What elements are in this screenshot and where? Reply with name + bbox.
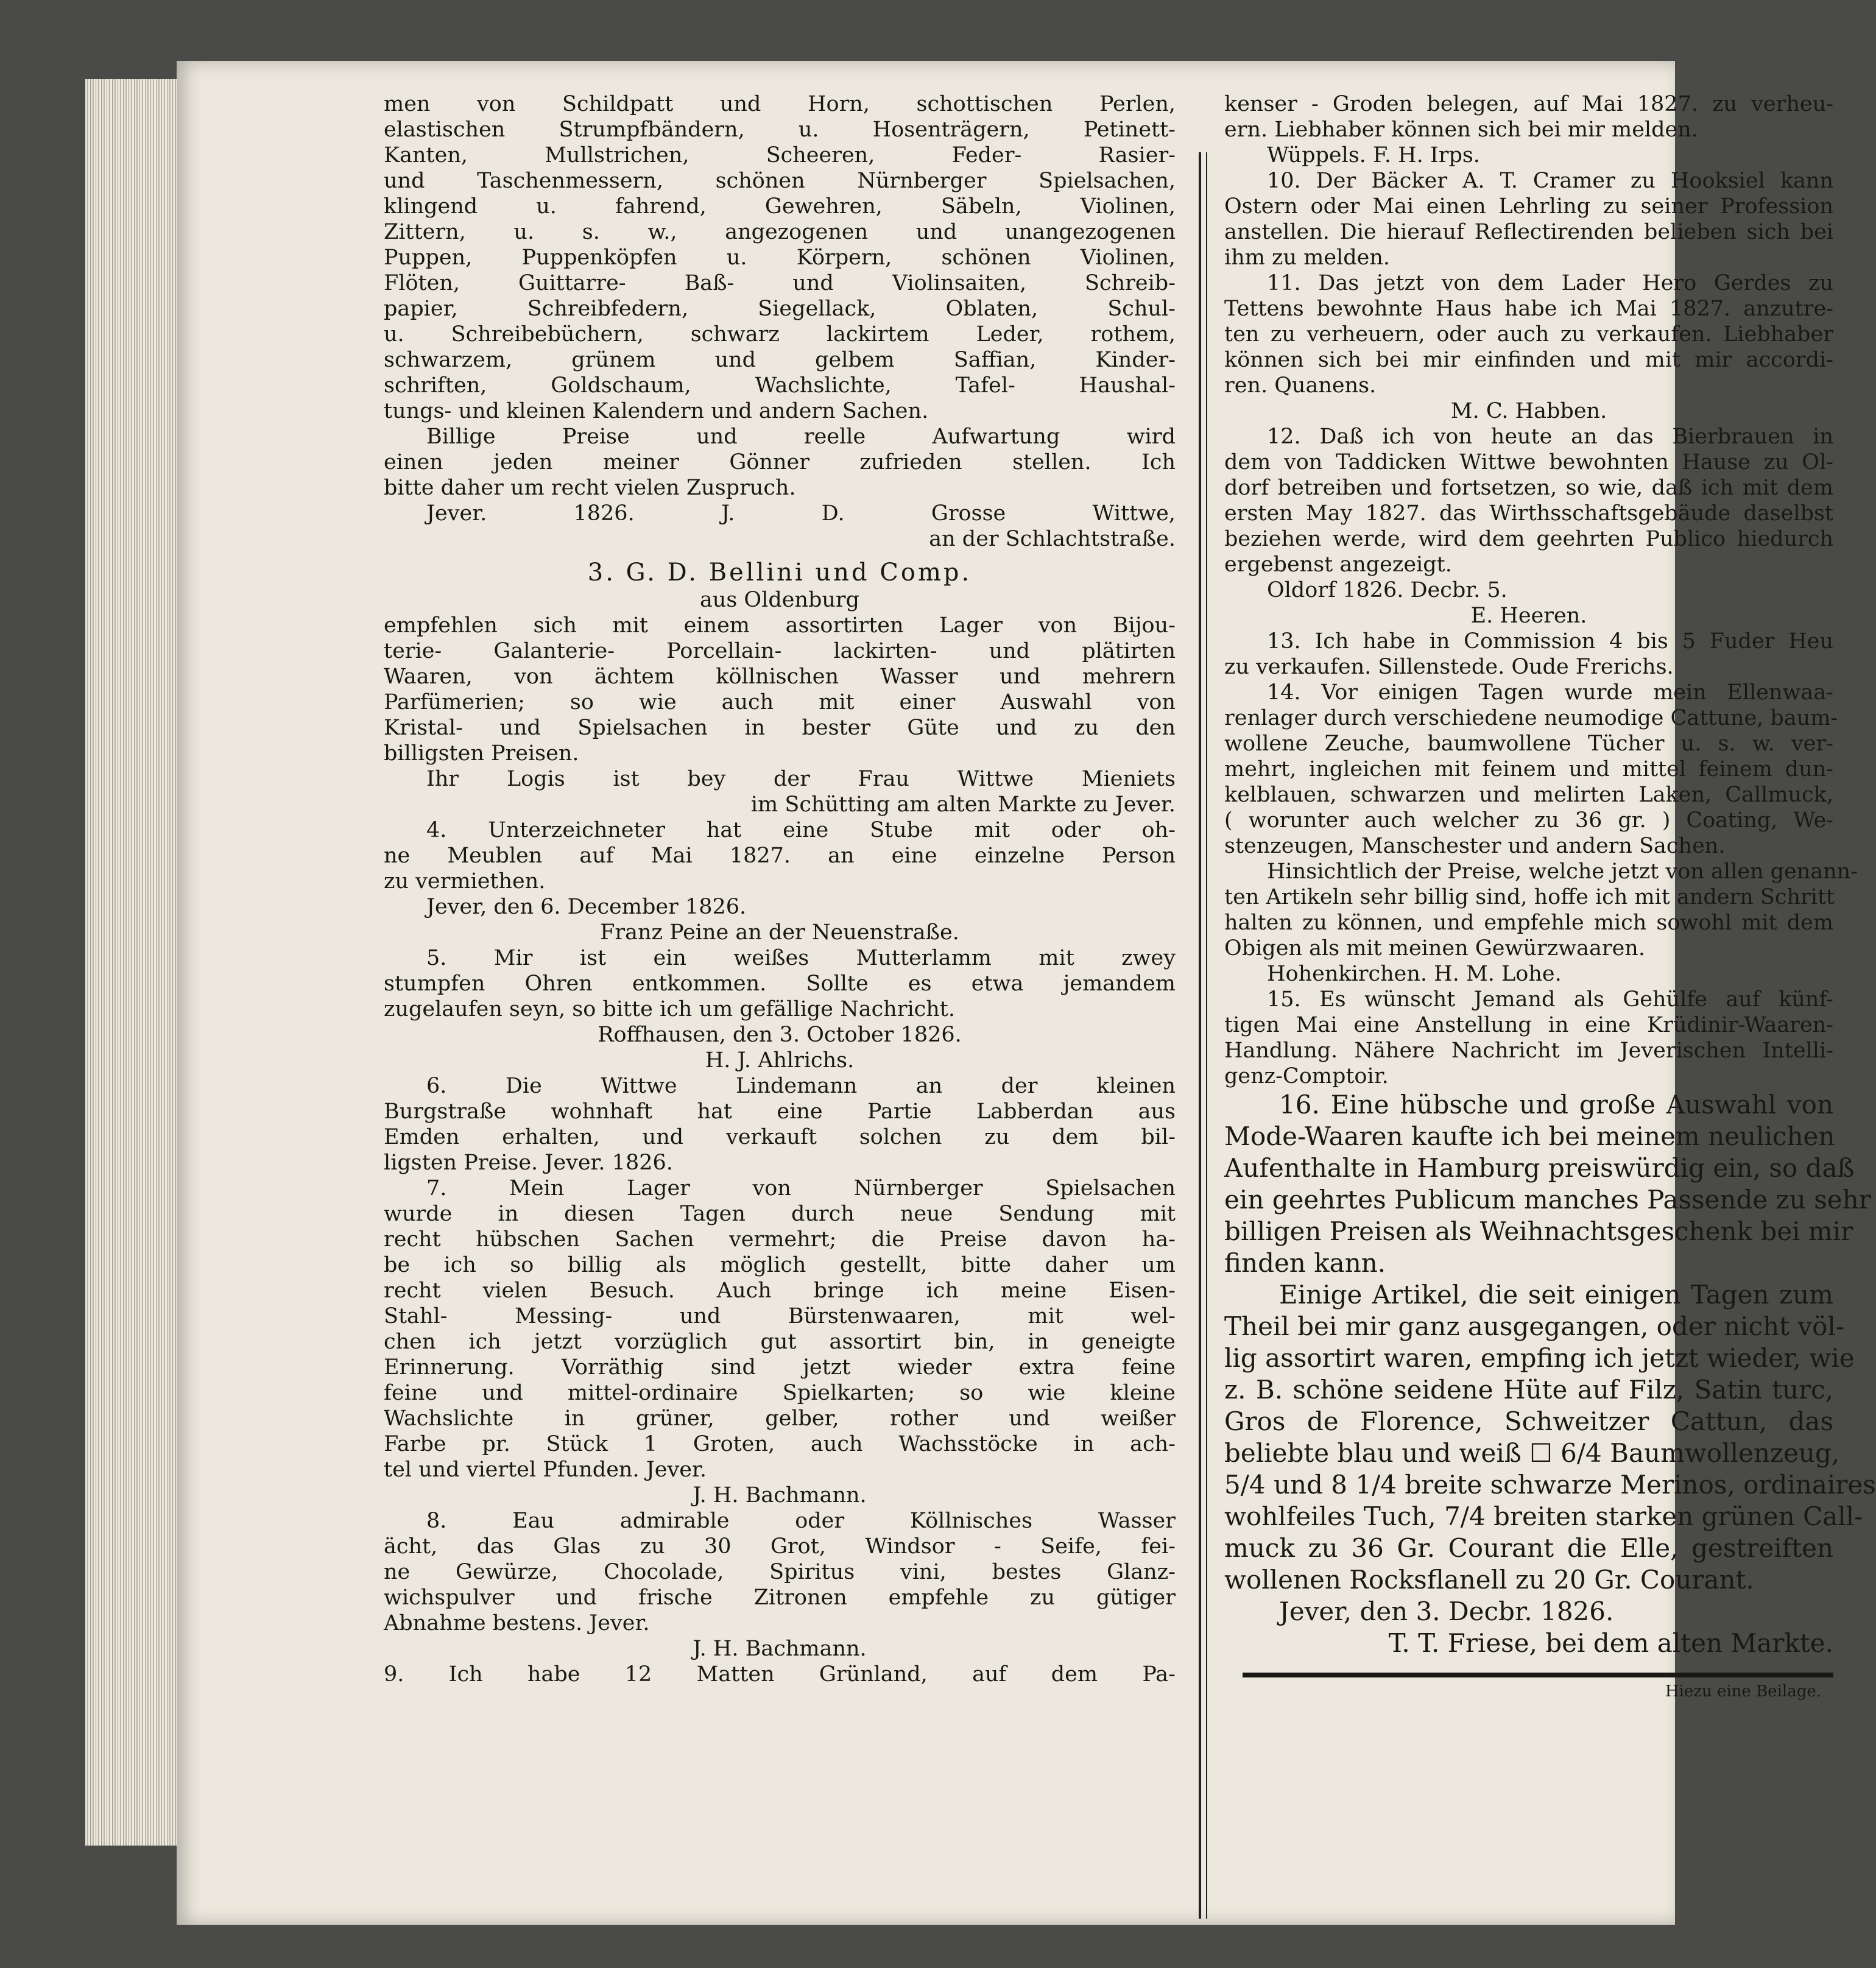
right-text-line: kelblauen, schwarzen und melirten Laken, Callmuck, [1224, 783, 1833, 807]
left-text-line: einen jeden meiner Gönner zufrieden stellen. Ich [384, 450, 1176, 474]
right-text-line: renlager durch verschiedene neumodige Cattune, baum- [1224, 706, 1838, 730]
right_big-text-line: beliebte blau und weiß ☐ 6/4 Baumwollenzeug, [1224, 1438, 1840, 1468]
right_big-text-line: ein geehrtes Publicum manches Passende zu sehr [1224, 1185, 1871, 1215]
left-text-line: 9. Ich habe 12 Matten Grünland, auf dem Pa- [384, 1662, 1176, 1687]
right_big-text-line: z. B. schöne seidene Hüte auf Filz, Satin turc, [1224, 1375, 1833, 1405]
left-text-line: Ihr Logis ist bey der Frau Wittwe Mieniets [426, 767, 1176, 791]
left-text-line: Waaren, von ächtem köllnischen Wasser und mehrern [384, 665, 1176, 689]
left-text-line: klingend u. fahrend, Gewehren, Säbeln, Violinen, [384, 194, 1176, 219]
right-text-line: ihm zu melden. [1224, 245, 1391, 270]
left-text-line: zugelaufen seyn, so bitte ich um gefällige Nachricht. [384, 997, 955, 1021]
right-text-line: ten zu verheuern, oder auch zu verkaufen. Liebhaber [1224, 322, 1833, 347]
right-text-line: 14. Vor einigen Tagen wurde mein Ellenwaa- [1267, 680, 1833, 705]
left-text-line: tel und viertel Pfunden. Jever. [384, 1458, 707, 1482]
right-text-line: dem von Taddicken Wittwe bewohnten Hause zu Ol- [1224, 450, 1833, 474]
book-spine-page-edges [85, 79, 177, 1846]
right-text-line: Wüppels. F. H. Irps. [1267, 143, 1480, 168]
left-text-line: men von Schildpatt und Horn, schottischen Perlen, [384, 92, 1176, 116]
left-text-line: an der Schlachtstraße. [929, 527, 1176, 551]
left-text-line: tungs- und kleinen Kalendern und andern Sachen. [384, 399, 929, 423]
column-divider-thin [1206, 152, 1207, 1919]
right-text-line: 13. Ich habe in Commission 4 bis 5 Fuder Heu [1267, 629, 1833, 654]
right_big-text-line: finden kann. [1224, 1248, 1386, 1278]
right-text-line: Obigen als mit meinen Gewürzwaaren. [1224, 936, 1645, 961]
left-text-line: papier, Schreibfedern, Siegellack, Oblaten, Schul- [384, 297, 1176, 321]
left-text-line: aus Oldenburg [699, 588, 860, 612]
left-text-line: und Taschenmessern, schönen Nürnberger Spielsachen, [384, 169, 1176, 193]
right-text-line: Hohenkirchen. H. M. Lohe. [1267, 962, 1562, 986]
left-text-line: terie- Galanterie- Porcellain- lackirten- und plätirten [384, 639, 1176, 663]
left-text-line: recht hübschen Sachen vermehrt; die Preise davon ha- [384, 1227, 1176, 1252]
left-text-line: 6. Die Wittwe Lindemann an der kleinen [426, 1074, 1176, 1098]
right-text-line: 11. Das jetzt von dem Lader Hero Gerdes zu [1267, 271, 1833, 295]
left-text-line: J. H. Bachmann. [693, 1483, 867, 1508]
right-text-line: wollene Zeuche, baumwollene Tücher u. s. w. ver- [1224, 732, 1833, 756]
right_big-text-line: Aufenthalte in Hamburg preiswürdig ein, so daß [1224, 1153, 1855, 1183]
right-text-line: Ostern oder Mai einen Lehrling zu seiner Profession [1224, 194, 1833, 219]
right-text-line: anstellen. Die hierauf Reflectirenden belieben sich bei [1224, 220, 1833, 244]
left-text-line: Zittern, u. s. w., angezogenen und unangezogenen [384, 220, 1176, 244]
left-text-line: Farbe pr. Stück 1 Groten, auch Wachsstöcke in ach- [384, 1432, 1176, 1456]
right-text-line: Tettens bewohnte Haus habe ich Mai 1827. anzutre- [1224, 297, 1833, 321]
right_big-text-line: wollenen Rocksflanell zu 20 Gr. Courant. [1224, 1565, 1754, 1595]
left-text-line: Stahl- Messing- und Bürstenwaaren, mit wel- [384, 1304, 1176, 1328]
left-text-line: Jever, den 6. December 1826. [426, 895, 747, 919]
left-text-line: Abnahme bestens. Jever. [384, 1611, 650, 1635]
left-text-line: Kristal- und Spielsachen in bester Güte und zu den [384, 716, 1176, 740]
right-text-line: M. C. Habben. [1450, 399, 1607, 423]
left-text-line: stumpfen Ohren entkommen. Sollte es etwa jemandem [384, 972, 1176, 996]
left-text-line: wurde in diesen Tagen durch neue Sendung mit [384, 1202, 1176, 1226]
left-text-line: Burgstraße wohnhaft hat eine Partie Labberdan aus [384, 1099, 1176, 1124]
left-text-line: ligsten Preise. Jever. 1826. [384, 1151, 673, 1175]
left-text-line: ne Meublen auf Mai 1827. an eine einzelne Person [384, 844, 1176, 868]
left-text-line: schriften, Goldschaum, Wachslichte, Tafel- Haushal- [384, 373, 1176, 398]
column-divider [1199, 152, 1201, 1919]
left-text-line: Emden erhalten, und verkauft solchen zu dem bil- [384, 1125, 1176, 1149]
left-text-line: Billige Preise und reelle Aufwartung wird [426, 425, 1176, 449]
right-text-line: kenser - Groden belegen, auf Mai 1827. zu verheu- [1224, 92, 1833, 116]
right-text-line: 15. Es wünscht Jemand als Gehülfe auf künf- [1267, 987, 1833, 1012]
right-text-line: mehrt, ingleichen mit feinem und mittel feinem dun- [1224, 757, 1833, 781]
left-text-line: ne Gewürze, Chocolade, Spiritus vini, bestes Glanz- [384, 1560, 1176, 1584]
left-text-line: Kanten, Mullstrichen, Scheeren, Feder- Rasier- [384, 143, 1176, 168]
right-text-line: ergebenst angezeigt. [1224, 552, 1452, 577]
right-text-line: Oldorf 1826. Decbr. 5. [1267, 578, 1508, 602]
right-text-line: ( worunter auch welcher zu 36 gr. ) Coating, We- [1224, 808, 1833, 833]
right-text-line: dorf betreiben und fortsetzen, so wie, daß ich mit dem [1224, 476, 1833, 500]
right_big-text-line: billigen Preisen als Weihnachtsgeschenk bei mir [1224, 1216, 1853, 1246]
left-text-line: H. J. Ahlrichs. [705, 1048, 855, 1073]
left-text-line: zu vermiethen. [384, 869, 546, 894]
right-text-line: beziehen werde, wird dem geehrten Publico hiedurch [1224, 527, 1833, 551]
right-text-line: genz-Comptoir. [1224, 1064, 1389, 1088]
left-text-line: billigsten Preisen. [384, 741, 579, 766]
left-text-line: feine und mittel-ordinaire Spielkarten; so wie kleine [384, 1381, 1176, 1405]
left-text-line: bitte daher um recht vielen Zuspruch. [384, 476, 796, 500]
left-text-line: Wachslichte in grüner, gelber, rother und weißer [384, 1406, 1176, 1431]
right_big-text-line: Einige Artikel, die seit einigen Tagen zum [1279, 1280, 1833, 1310]
left-column [384, 91, 1176, 1687]
left-text-line: 7. Mein Lager von Nürnberger Spielsachen [426, 1176, 1176, 1201]
right-text-line: zu verkaufen. Sillenstede. Oude Frerichs. [1224, 655, 1674, 679]
left-text-line: ächt, das Glas zu 30 Grot, Windsor - Seife, fei- [384, 1534, 1176, 1559]
left-text-line: empfehlen sich mit einem assortirten Lager von Bijou- [384, 613, 1176, 638]
left-text-line: Roffhausen, den 3. October 1826. [598, 1023, 962, 1047]
right_big-text-line: Mode-Waaren kaufte ich bei meinem neulichen [1224, 1121, 1835, 1151]
right-text-line: 12. Daß ich von heute an das Bierbrauen in [1267, 425, 1833, 449]
left-text-line: recht vielen Besuch. Auch bringe ich meine Eisen- [384, 1278, 1176, 1303]
right-text-line: können sich bei mir einfinden und mit mir accordi- [1224, 348, 1833, 372]
right-text-line: halten zu können, und empfehle mich sowohl mit dem [1224, 911, 1833, 935]
footer-note: Hiezu eine Beilage. [1665, 1682, 1821, 1701]
left-text-line: J. H. Bachmann. [693, 1637, 867, 1661]
left-text-line: Parfümerien; so wie auch mit einer Auswahl von [384, 690, 1176, 714]
right-text-line: ten Artikeln sehr billig sind, hoffe ich mit andern Schritt [1224, 885, 1835, 909]
right_big-text-line: 16. Eine hübsche und große Auswahl von [1279, 1090, 1833, 1120]
right-text-line: Hinsichtlich der Preise, welche jetzt von allen genann- [1267, 859, 1858, 884]
right-text-line: ern. Liebhaber können sich bei mir melden. [1224, 118, 1698, 142]
right_big-text-line: Theil bei mir ganz ausgegangen, oder nicht völ- [1224, 1311, 1845, 1341]
left-text-line: 5. Mir ist ein weißes Mutterlamm mit zwey [426, 946, 1176, 970]
right-text-line: Handlung. Nähere Nachricht im Jeverischen Intelli- [1224, 1039, 1833, 1063]
left-text-line: wichspulver und frische Zitronen empfehle zu gütiger [384, 1585, 1176, 1610]
left-text-line: u. Schreibebüchern, schwarz lackirtem Leder, rothem, [384, 322, 1176, 347]
left-text-line: schwarzem, grünem und gelbem Saffian, Kinder- [384, 348, 1176, 372]
right_big-text-line: Gros de Florence, Schweitzer Cattun, das [1224, 1406, 1833, 1436]
newspaper-page [177, 61, 1876, 1925]
left-text-line: elastischen Strumpfbändern, u. Hosenträgern, Petinett- [384, 118, 1176, 142]
right-column [1224, 91, 1876, 1701]
left-text-line: Erinnerung. Vorräthig sind jetzt wieder extra feine [384, 1355, 1176, 1380]
left-text-line: 8. Eau admirable oder Köllnisches Wasser [426, 1509, 1176, 1533]
right_big-text-line: muck zu 36 Gr. Courant die Elle, gestreiften [1224, 1533, 1833, 1563]
left-text-line: Flöten, Guittarre- Baß- und Violinsaiten, Schreib- [384, 271, 1176, 295]
left-text-line: 4. Unterzeichneter hat eine Stube mit oder oh- [426, 818, 1176, 842]
right_big-text-line: lig assortirt waren, empfing ich jetzt wieder, wie [1224, 1343, 1855, 1373]
left-text-line: Franz Peine an der Neuenstraße. [600, 920, 959, 945]
right-text-line: E. Heeren. [1470, 604, 1587, 628]
right_big-text-line: T. T. Friese, bei dem alten Markte. [1388, 1628, 1833, 1658]
left-text-line: Jever. 1826. J. D. Grosse Wittwe, [426, 501, 1176, 526]
right-text-line: ersten May 1827. das Wirthsschaftsgebäude daselbst [1224, 501, 1833, 526]
right-text-line: tigen Mai eine Anstellung in eine Krüdinir-Waaren- [1224, 1013, 1833, 1037]
right-text-line: stenzeugen, Manschester und andern Sachen. [1224, 834, 1726, 858]
right_big-text-line: 5/4 und 8 1/4 breite schwarze Merinos, ordinaires [1224, 1470, 1876, 1500]
right_big-text-line: wohlfeiles Tuch, 7/4 breiten starken grünen Call- [1224, 1501, 1863, 1531]
right-text-line: ren. Quanens. [1224, 373, 1377, 398]
closing-rule [1243, 1673, 1833, 1677]
right-text-line: 10. Der Bäcker A. T. Cramer zu Hooksiel kann [1267, 169, 1833, 193]
left-text-line: im Schütting am alten Markte zu Jever. [750, 792, 1176, 817]
left-text-line: be ich so billig als möglich gestellt, bitte daher um [384, 1253, 1176, 1277]
left-text-line: 3. G. D. Bellini und Comp. [587, 559, 972, 587]
left-text-line: chen ich jetzt vorzüglich gut assortirt bin, in geneigte [384, 1330, 1176, 1354]
left-text-line: Puppen, Puppenköpfen u. Körpern, schönen Violinen, [384, 245, 1176, 270]
right_big-text-line: Jever, den 3. Decbr. 1826. [1279, 1596, 1614, 1626]
